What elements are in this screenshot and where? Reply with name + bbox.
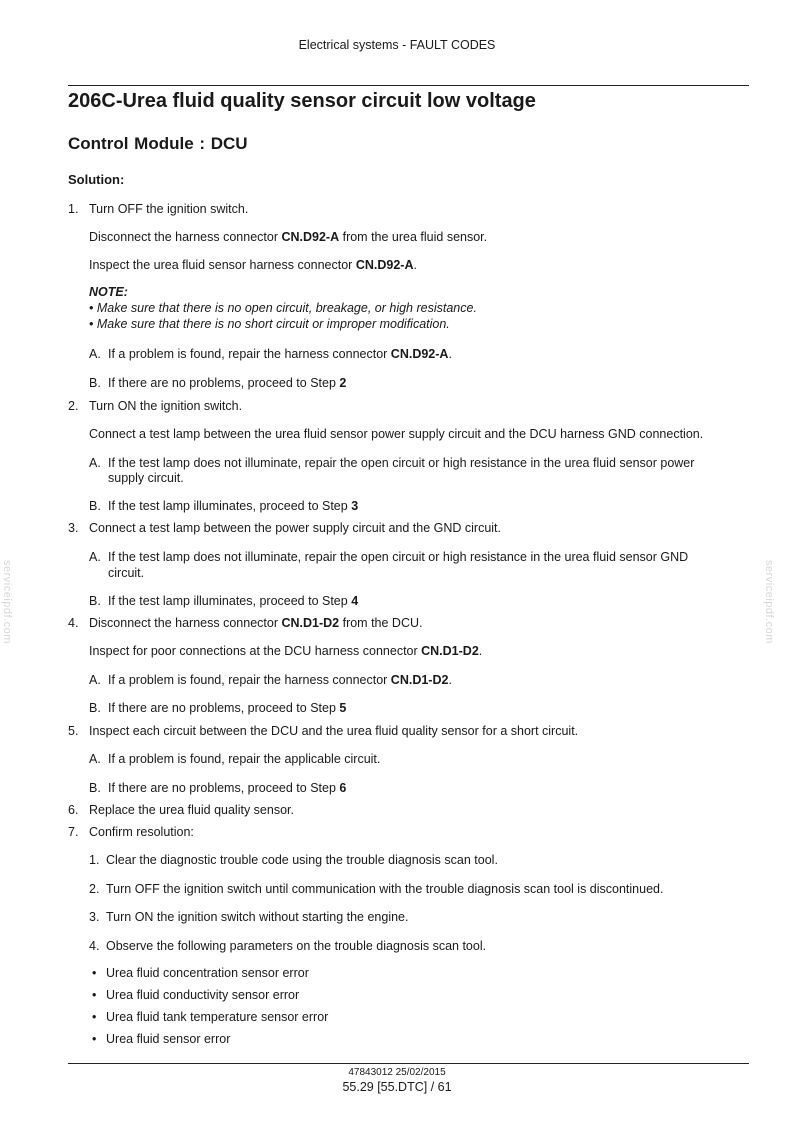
step-6-number: 6.	[68, 803, 79, 817]
step-4-text: Disconnect the harness connector CN.D1-D2 from the DCU.	[89, 616, 423, 630]
step-1-a-label: A.	[89, 347, 101, 361]
step-7-sub-1-text: Clear the diagnostic trouble code using the trouble diagnosis scan tool.	[106, 853, 498, 867]
step-5-b-label: B.	[89, 781, 101, 795]
watermark-left: serviceipdf.com	[1, 560, 13, 644]
step-4-paragraph-1: Inspect for poor connections at the DCU harness connector CN.D1-D2.	[89, 644, 483, 658]
step-5-a-label: A.	[89, 752, 101, 766]
step-7-sub-2-text: Turn OFF the ignition switch until communication with the trouble diagnosis scan tool is discontinued.	[106, 882, 664, 896]
step-7-sub-3-number: 3.	[89, 910, 100, 924]
step-2-b-label: B.	[89, 499, 101, 513]
step-3-b-label: B.	[89, 594, 101, 608]
bullet-icon: •	[92, 988, 97, 1002]
header-rule	[68, 85, 749, 86]
step-4-b-label: B.	[89, 701, 101, 715]
page-header: Electrical systems - FAULT CODES	[298, 38, 496, 52]
note-item: • Make sure that there is no short circuit or improper modification.	[89, 317, 450, 331]
step-5-text: Inspect each circuit between the DCU and the urea fluid quality sensor for a short circuit.	[89, 724, 579, 738]
note-title: NOTE:	[89, 285, 128, 299]
page-title: 206C-Urea fluid quality sensor circuit low voltage	[68, 90, 536, 112]
parameter-item: Urea fluid concentration sensor error	[106, 966, 309, 980]
watermark-right: serviceipdf.com	[763, 560, 775, 644]
step-1-paragraph-1: Disconnect the harness connector CN.D92-A from the urea fluid sensor.	[89, 230, 488, 244]
step-6-text: Replace the urea fluid quality sensor.	[89, 803, 294, 817]
step-7-number: 7.	[68, 825, 79, 839]
step-1-a-text: If a problem is found, repair the harness connector CN.D92-A.	[108, 347, 452, 361]
step-2-a-line-1: If the test lamp does not illuminate, repair the open circuit or high resistance in the urea fluid sensor power	[108, 456, 695, 470]
step-3-text: Connect a test lamp between the power supply circuit and the GND circuit.	[89, 521, 502, 535]
control-module-heading: Control Module : DCU	[68, 134, 248, 153]
step-2-number: 2.	[68, 399, 79, 413]
step-2-a-line-2: supply circuit.	[108, 471, 184, 485]
note-item: • Make sure that there is no open circuit, breakage, or high resistance.	[89, 301, 477, 315]
step-1-b-text: If there are no problems, proceed to Step 2	[108, 376, 347, 390]
step-3-a-label: A.	[89, 550, 101, 564]
step-1-text: Turn OFF the ignition switch.	[89, 202, 249, 216]
step-4-number: 4.	[68, 616, 79, 630]
parameter-item: Urea fluid sensor error	[106, 1032, 231, 1046]
step-2-a-label: A.	[89, 456, 101, 470]
bullet-icon: •	[92, 966, 97, 980]
step-2-paragraph-1: Connect a test lamp between the urea fluid sensor power supply circuit and the DCU harness GND connection.	[89, 427, 704, 441]
step-1-paragraph-2: Inspect the urea fluid sensor harness connector CN.D92-A.	[89, 258, 417, 272]
step-3-number: 3.	[68, 521, 79, 535]
bullet-icon: •	[92, 1010, 97, 1024]
step-7-sub-2-number: 2.	[89, 882, 100, 896]
step-5-b-text: If there are no problems, proceed to Step 6	[108, 781, 347, 795]
step-5-number: 5.	[68, 724, 79, 738]
step-2-b-text: If the test lamp illuminates, proceed to Step 3	[108, 499, 359, 513]
parameter-item: Urea fluid conductivity sensor error	[106, 988, 300, 1002]
step-3-a-line-1: If the test lamp does not illuminate, repair the open circuit or high resistance in the urea fluid sensor GND	[108, 550, 689, 564]
solution-label: Solution:	[68, 172, 125, 187]
step-4-b-text: If there are no problems, proceed to Step 5	[108, 701, 347, 715]
footer-page-number: 55.29 [55.DTC] / 61	[342, 1080, 452, 1094]
step-3-b-text: If the test lamp illuminates, proceed to Step 4	[108, 594, 359, 608]
step-1-number: 1.	[68, 202, 79, 216]
step-7-sub-4-number: 4.	[89, 939, 100, 953]
footer-rule	[68, 1063, 749, 1064]
step-4-a-text: If a problem is found, repair the harness connector CN.D1-D2.	[108, 673, 452, 687]
step-4-a-label: A.	[89, 673, 101, 687]
step-5-a-text: If a problem is found, repair the applicable circuit.	[108, 752, 381, 766]
step-7-text: Confirm resolution:	[89, 825, 194, 839]
step-3-a-line-2: circuit.	[108, 566, 145, 580]
step-2-text: Turn ON the ignition switch.	[89, 399, 243, 413]
footer-doc-id: 47843012 25/02/2015	[348, 1067, 446, 1078]
bullet-icon: •	[92, 1032, 97, 1046]
step-1-b-label: B.	[89, 376, 101, 390]
step-7-sub-3-text: Turn ON the ignition switch without starting the engine.	[106, 910, 409, 924]
parameter-item: Urea fluid tank temperature sensor error	[106, 1010, 329, 1024]
step-7-sub-1-number: 1.	[89, 853, 100, 867]
step-7-sub-4-text: Observe the following parameters on the trouble diagnosis scan tool.	[106, 939, 487, 953]
note-block	[89, 284, 477, 332]
